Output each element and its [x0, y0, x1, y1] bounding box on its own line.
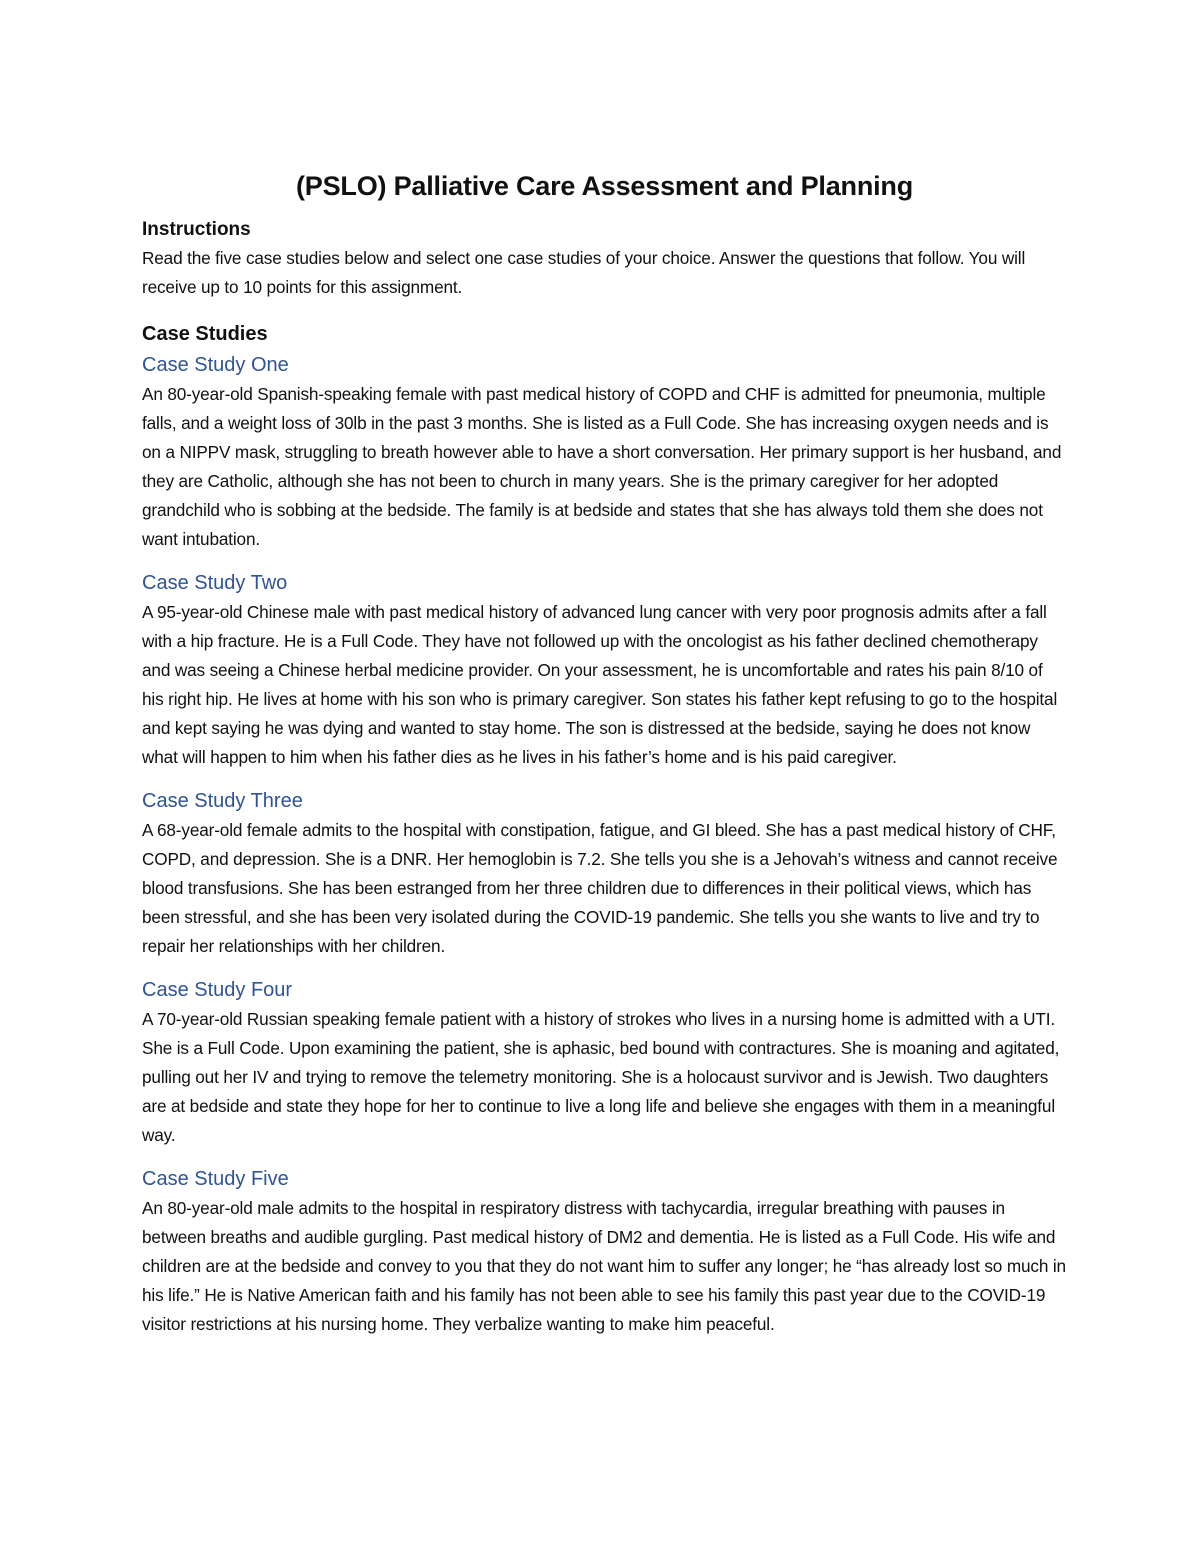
case-study-text: A 95-year-old Chinese male with past medical history of advanced lung cancer with very poor prognosis admits after a fall with a hip fracture. He is a Full Code. They have not followed up with the oncologist as his father declined chemotherapy and was seeing a Chinese herbal medicine provider. On your assessment, he is uncomfortable and rates his pain 8/10 of his right hip. He lives at home with his son who is primary caregiver. Son states his father kept refusing to go to the hospital and kept saying he was dying and wanted to stay home. The son is distressed at the bedside, saying he does not know what will happen to him when his father dies as he lives in his father’s home and is his paid caregiver. — [142, 602, 1058, 767]
case-study-two — [142, 568, 1067, 772]
document-title: (PSLO) Palliative Care Assessment and Planning — [296, 171, 913, 201]
case-study-text: An 80-year-old male admits to the hospital in respiratory distress with tachycardia, irregular breathing with pauses in between breaths and audible gurgling. Past medical history of DM2 and dementia. He is listed as a Full Code. His wife and children are at the bedside and convey to you that they do not want him to suffer any longer; he “has already lost so much in his life.” He is Native American faith and his family has not been able to see his family this past year due to the COVID-19 visitor restrictions at his nursing home. They verbalize wanting to make him peaceful. — [142, 1198, 1066, 1334]
case-study-three — [142, 786, 1067, 961]
case-studies-heading: Case Studies — [142, 323, 268, 345]
case-study-text: A 68-year-old female admits to the hospital with constipation, fatigue, and GI bleed. She has a past medical history of CHF, COPD, and depression. She is a DNR. Her hemoglobin is 7.2. She tells you she is a Jehovah’s witness and cannot receive blood transfusions. She has been estranged from her three children due to differences in their political views, which has been stressful, and she has been very isolated during the COVID-19 pandemic. She tells you she wants to live and try to repair her relationships with her children. — [142, 820, 1058, 956]
instructions-text: Read the five case studies below and select one case studies of your choice. Answer the questions that follow. You will receive up to 10 points for this assignment. — [142, 248, 1026, 297]
case-study-title: Case Study Three — [142, 790, 303, 812]
document-page — [142, 168, 1067, 1353]
case-study-five — [142, 1164, 1067, 1339]
case-study-text: An 80-year-old Spanish-speaking female with past medical history of COPD and CHF is admitted for pneumonia, multiple falls, and a weight loss of 30lb in the past 3 months. She is listed as a Full Code. She has increasing oxygen needs and is on a NIPPV mask, struggling to breath however able to have a short conversation. Her primary support is her husband, and they are Catholic, although she has not been to church in many years. She is the primary caregiver for her adopted grandchild who is sobbing at the bedside. The family is at bedside and states that she has always told them she does not want intubation. — [142, 384, 1062, 549]
case-study-title: Case Study One — [142, 354, 289, 376]
case-study-title: Case Study Four — [142, 979, 293, 1001]
instructions-heading: Instructions — [142, 219, 251, 240]
case-study-title: Case Study Two — [142, 572, 288, 594]
case-study-four — [142, 975, 1067, 1150]
case-study-title: Case Study Five — [142, 1168, 289, 1190]
case-study-one — [142, 350, 1067, 554]
case-study-text: A 70-year-old Russian speaking female patient with a history of strokes who lives in a nursing home is admitted with a UTI. She is a Full Code. Upon examining the patient, she is aphasic, bed bound with contractures. She is moaning and agitated, pulling out her IV and trying to remove the telemetry monitoring. She is a holocaust survivor and is Jewish. Two daughters are at bedside and state they hope for her to continue to live a long life and believe she engages with them in a meaningful way. — [142, 1009, 1060, 1145]
